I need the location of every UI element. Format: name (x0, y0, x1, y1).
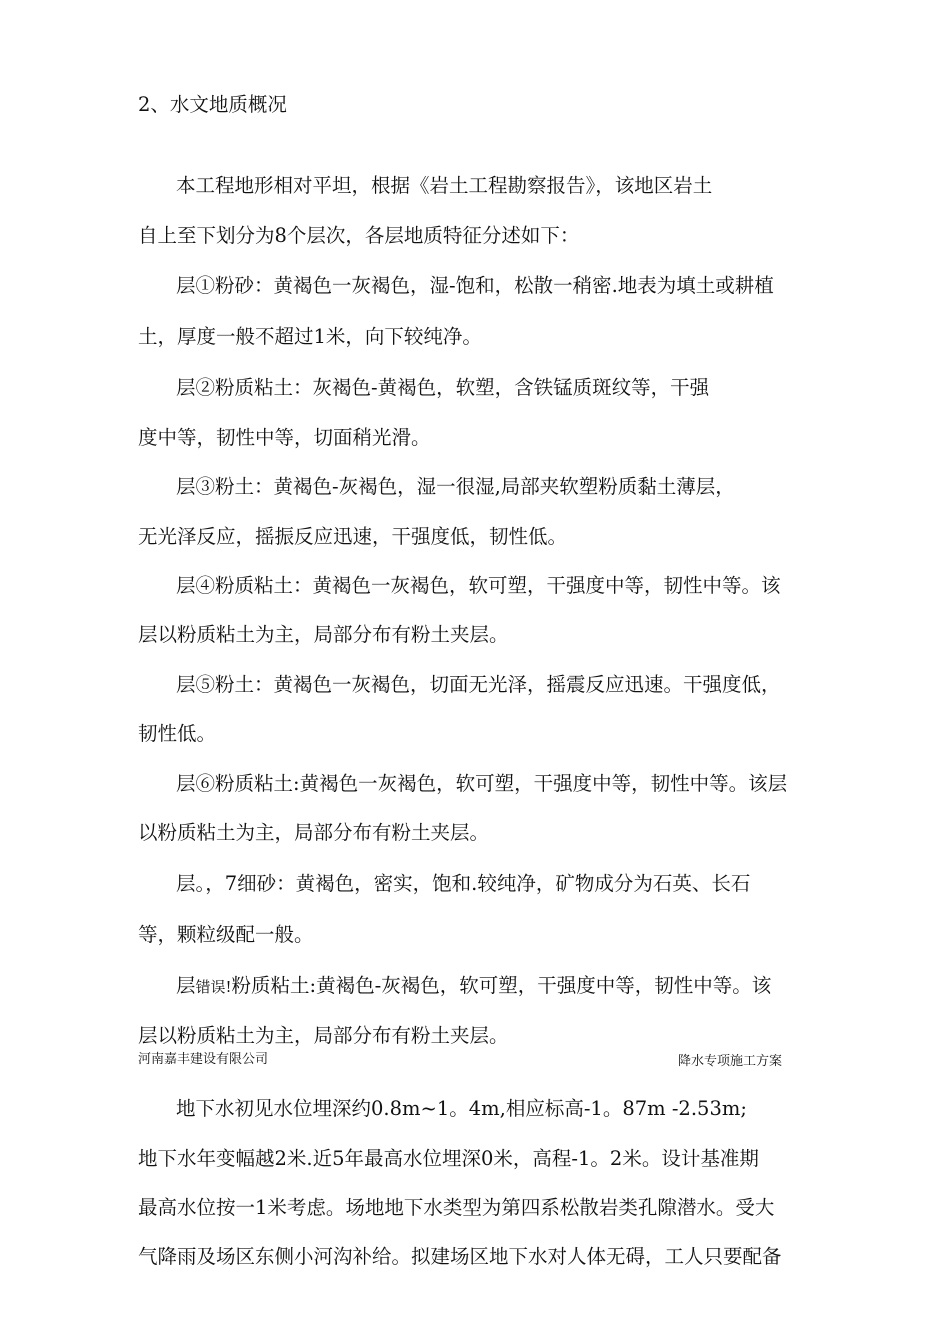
groundwater-line-3: 最高水位按一1米考虑。场地地下水类型为第四系松散岩类孔隙潜水。受大 (138, 1196, 775, 1219)
layer-4-line-2: 层以粉质粘土为主，局部分布有粉土夹层。 (138, 623, 509, 646)
layer-5-line-2: 韧性低。 (138, 722, 217, 745)
layer-5-line-1: 层⑤粉土：黄褐色一灰褐色，切面无光泽，摇震反应迅速。干强度低， (176, 673, 781, 696)
header-doc-title: 降水专项施工方案 (678, 1054, 783, 1069)
groundwater-line-1: 地下水初见水位埋深约0.8m~1。4m,相应标高-1。87m -2.53m; (176, 1097, 747, 1120)
layer-6-line-1: 层⑥粉质粘土:黄褐色一灰褐色，软可塑，干强度中等，韧性中等。该层 (176, 772, 788, 795)
layer-8-prefix: 层 (176, 974, 196, 997)
intro-line-2: 自上至下划分为8个层次，各层地质特征分述如下： (138, 224, 580, 247)
layer-3-line-2: 无光泽反应，摇振反应迅速，干强度低，韧性低。 (138, 525, 568, 548)
layer-8-error-text: 错误! (195, 978, 232, 996)
groundwater-line-2: 地下水年变幅越2米.近5年最高水位埋深0米，高程-1。2米。设计基准期 (138, 1147, 759, 1170)
layer-3-line-1: 层③粉土：黄褐色-灰褐色，湿一很湿,局部夹软塑粉质黏土薄层， (176, 475, 735, 498)
layer-4-line-1: 层④粉质粘土：黄褐色一灰褐色，软可塑，干强度中等，韧性中等。该 (176, 574, 781, 597)
header-company: 河南嘉丰建设有限公司 (138, 1052, 269, 1067)
layer-1-line-2: 土，厚度一般不超过1米，向下较纯净。 (138, 325, 482, 348)
layer-6-line-2: 以粉质粘土为主，局部分布有粉土夹层。 (138, 821, 490, 844)
layer-7-line-2: 等，颗粒级配一般。 (138, 923, 314, 946)
layer-2-line-2: 度中等，韧性中等，切面稍光滑。 (138, 426, 431, 449)
layer-8-rest: 粉质粘土:黄褐色-灰褐色，软可塑，干强度中等，韧性中等。该 (231, 974, 772, 997)
layer-1-line-1: 层①粉砂：黄褐色一灰褐色，湿-饱和，松散一稍密.地表为填土或耕植 (176, 274, 774, 297)
layer-7-line-1: 层。，7细砂：黄褐色，密实，饱和.较纯净，矿物成分为石英、长石 (176, 872, 751, 895)
intro-line-1: 本工程地形相对平坦，根据《岩土工程勘察报告》，该地区岩土 (176, 174, 713, 197)
groundwater-line-4: 气降雨及场区东侧小河沟补给。拟建场区地下水对人体无碍，工人只要配备 (138, 1245, 782, 1268)
layer-8-line-1 (176, 973, 771, 1000)
layer-8-line-2: 层以粉质粘土为主，局部分布有粉土夹层。 (138, 1024, 509, 1047)
section-title: 2、水文地质概况 (138, 93, 287, 116)
layer-2-line-1: 层②粉质粘土：灰褐色-黄褐色，软塑，含铁锰质斑纹等，干强 (176, 376, 710, 399)
